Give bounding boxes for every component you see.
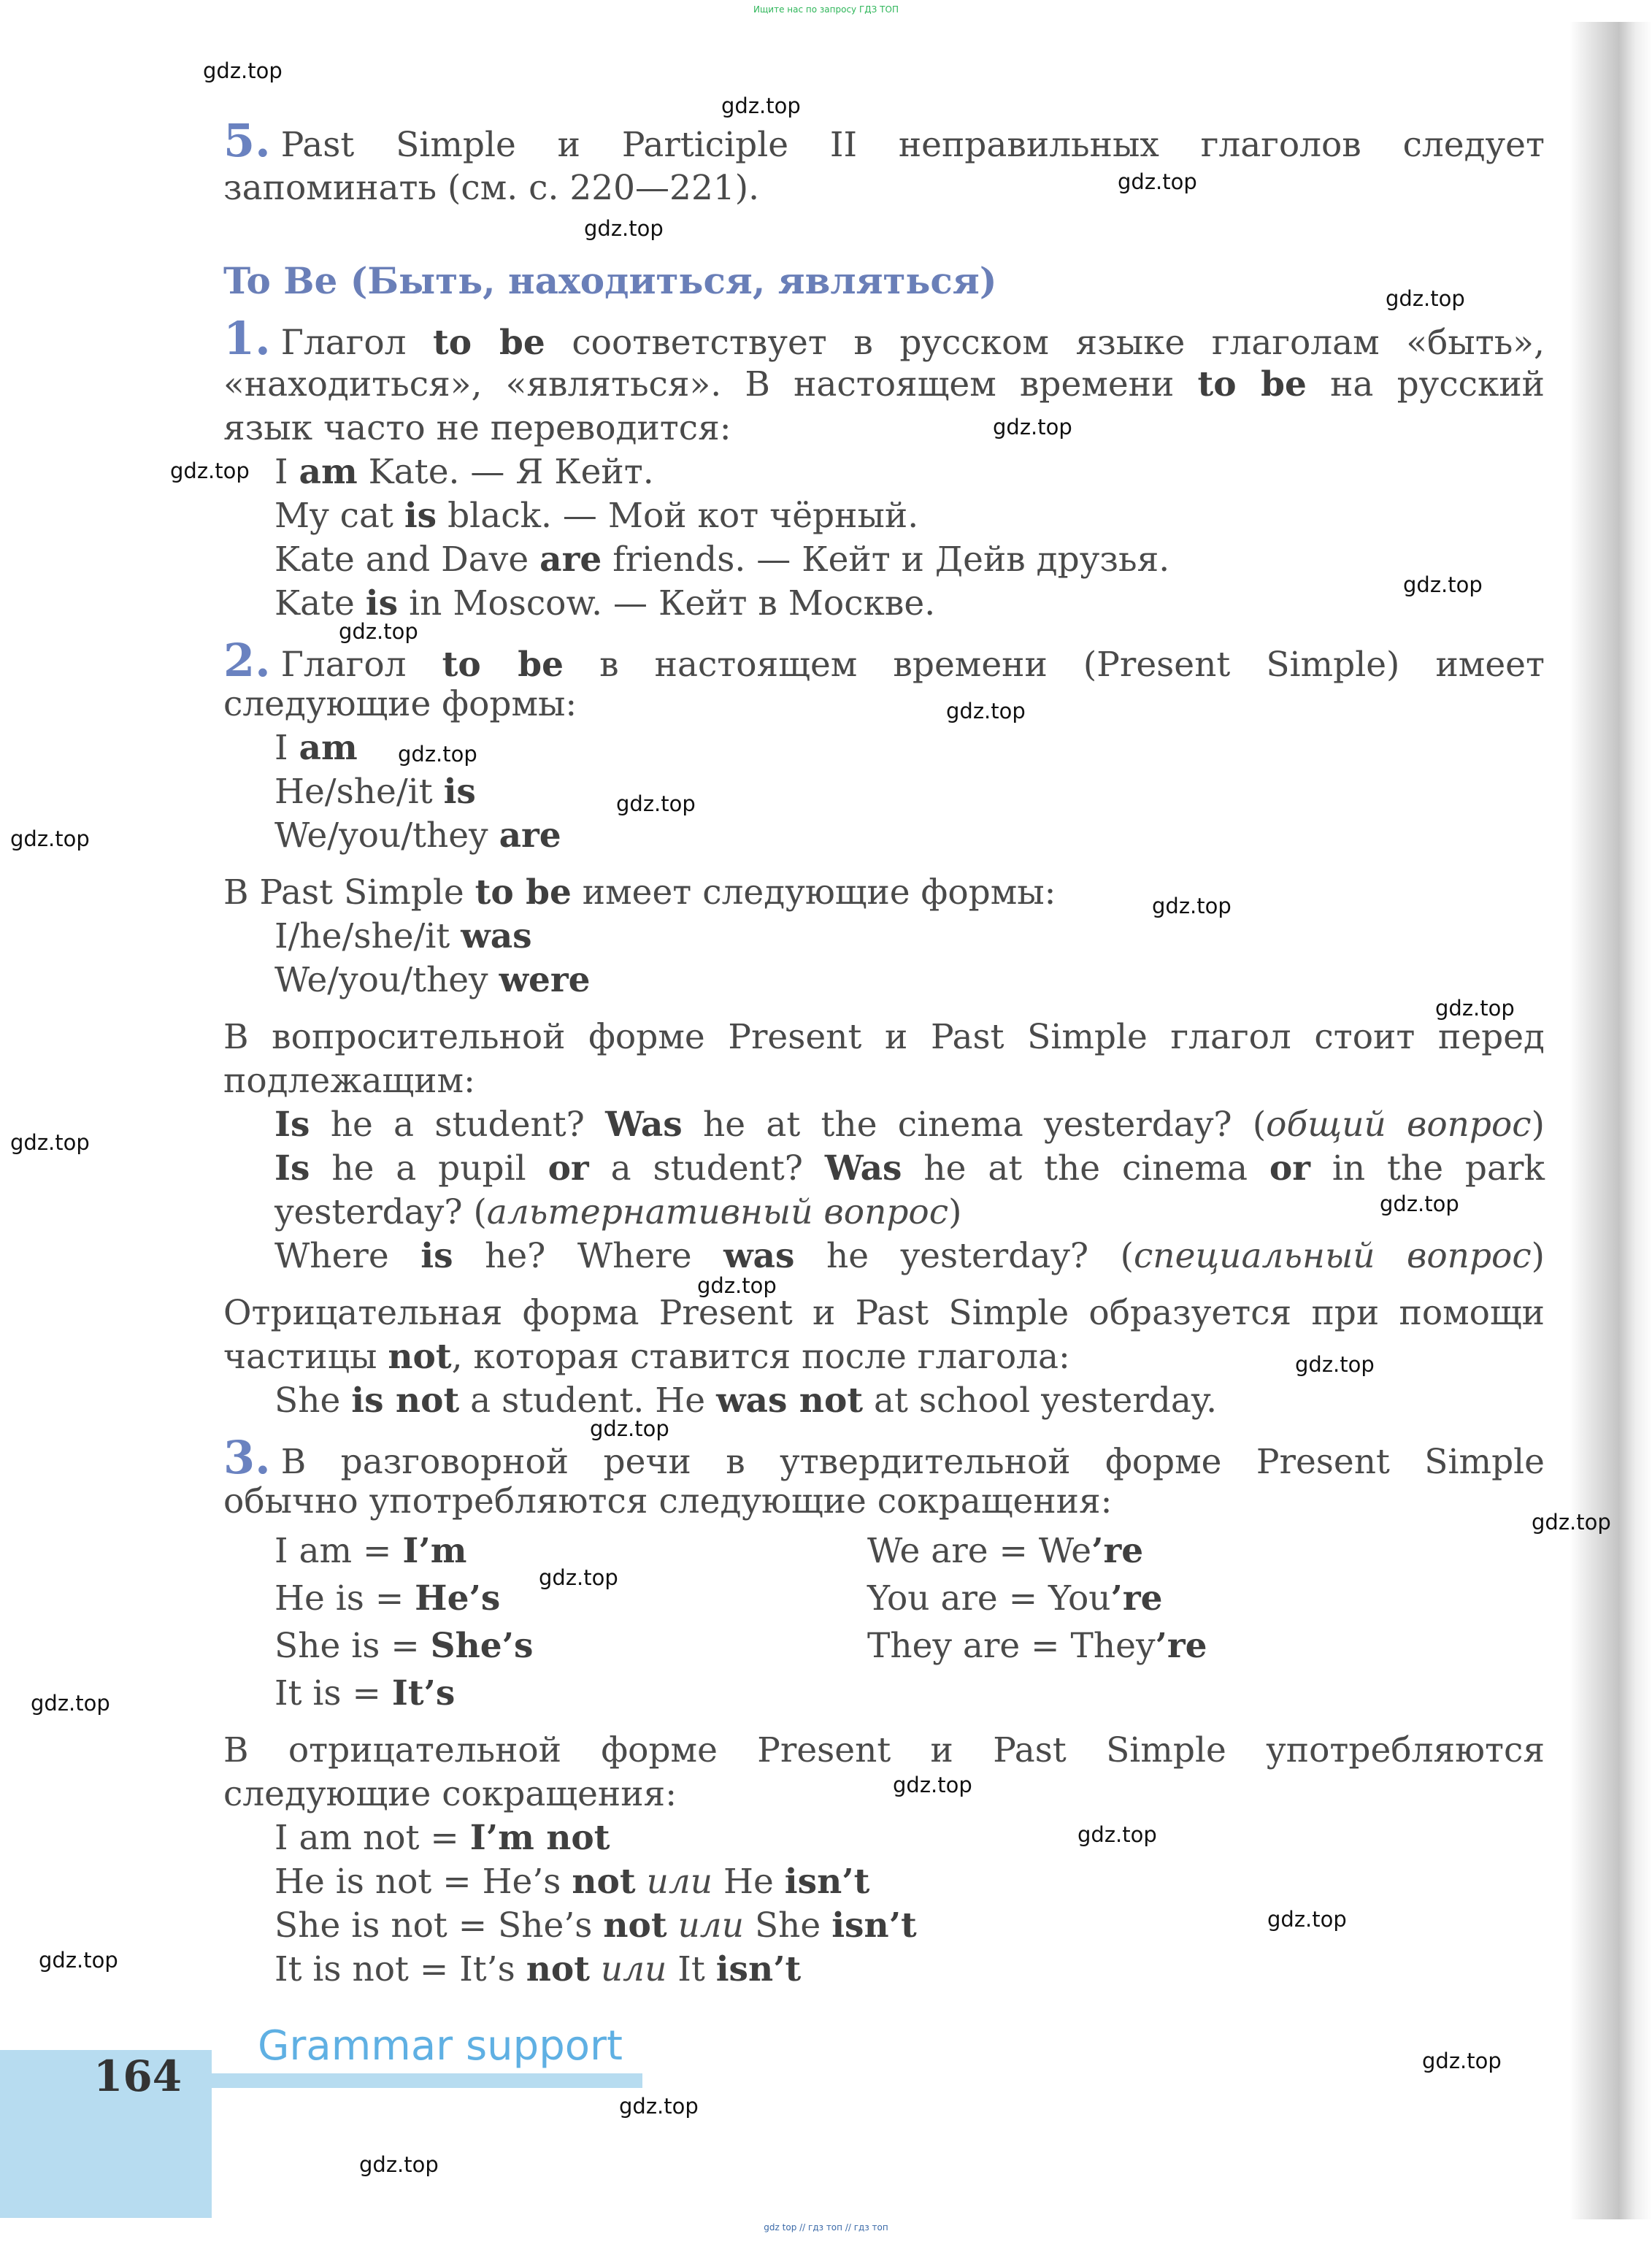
example-text: in Moscow. — Кейт в Москве. bbox=[409, 583, 936, 623]
example-text: I bbox=[274, 452, 288, 492]
item5-line2: запоминать (см. с. 220—221). bbox=[223, 168, 760, 208]
n-text: a student. He bbox=[470, 1381, 706, 1421]
form-bold: was bbox=[461, 916, 532, 956]
contraction-full: I am = bbox=[274, 1531, 392, 1571]
example-bold: am bbox=[299, 452, 358, 492]
contraction-left-2 bbox=[274, 1577, 500, 1621]
q-bold: or bbox=[548, 1148, 589, 1189]
q-italic: альтернативный вопрос bbox=[486, 1192, 949, 1232]
example-text: Kate bbox=[274, 583, 355, 623]
watermark: gdz.top bbox=[1435, 996, 1515, 1021]
p2-question-line2: подлежащим: bbox=[223, 1061, 475, 1101]
contraction-left-4 bbox=[274, 1672, 455, 1716]
neg-short: He’s bbox=[482, 1862, 561, 1902]
neg-full: She is not = bbox=[274, 1905, 488, 1946]
q-bold: Was bbox=[824, 1148, 902, 1189]
contraction-short: They bbox=[1070, 1626, 1156, 1666]
watermark: gdz.top bbox=[697, 1273, 777, 1298]
watermark: gdz.top bbox=[10, 1130, 90, 1155]
contraction-short: You bbox=[1048, 1578, 1111, 1619]
neg-short: I’m not bbox=[469, 1818, 610, 1858]
form-bold: is bbox=[443, 772, 476, 812]
watermark: gdz.top bbox=[1386, 286, 1465, 311]
p3-line1 bbox=[223, 1431, 1545, 1484]
form-bold: are bbox=[499, 815, 561, 856]
watermark: gdz.top bbox=[590, 1416, 669, 1441]
p2-negative-line2 bbox=[223, 1335, 1070, 1379]
watermark: gdz.top bbox=[1152, 894, 1232, 918]
p2-text: частицы bbox=[223, 1337, 377, 1377]
p2-question-line1: В вопросительной форме Present и Past Simple глагол стоит перед bbox=[223, 1017, 1545, 1057]
neg-short: It’s bbox=[459, 1949, 515, 1989]
q-bold: Is bbox=[274, 1105, 310, 1145]
p1-text: соответствует в русском языке глаголам «быть», bbox=[572, 323, 1545, 363]
n-bold: was not bbox=[716, 1381, 864, 1421]
p1-bold: to be bbox=[1197, 364, 1307, 404]
top-note: Ищите нас по запросу ГДЗ ТОП bbox=[753, 4, 899, 15]
neg-full: He is not = bbox=[274, 1862, 472, 1902]
p2-text: В Past Simple bbox=[223, 872, 464, 913]
form-text: I bbox=[274, 728, 288, 768]
neg-full: It is not = bbox=[274, 1949, 449, 1989]
watermark: gdz.top bbox=[993, 415, 1072, 439]
neg-or: или bbox=[600, 1949, 667, 1989]
q-italic: общий вопрос bbox=[1266, 1105, 1532, 1145]
p1-line2 bbox=[223, 363, 1545, 407]
negative-contraction-3 bbox=[274, 1904, 917, 1948]
q-text: he yesterday? ( bbox=[826, 1236, 1134, 1276]
item5-line1 bbox=[223, 114, 1545, 167]
neg-bold: isn’t bbox=[831, 1905, 917, 1946]
heading-ru: (Быть, находиться, являться) bbox=[350, 259, 997, 302]
p2-line1 bbox=[223, 634, 1545, 687]
watermark: gdz.top bbox=[1295, 1352, 1375, 1377]
p3-number: 3. bbox=[223, 1431, 271, 1484]
contraction-right-1 bbox=[867, 1529, 1143, 1573]
n-bold: is not bbox=[351, 1381, 460, 1421]
example-bold: is bbox=[365, 583, 399, 623]
p1-text: «находиться», «являться». В настоящем времени bbox=[223, 364, 1175, 404]
example-bold: are bbox=[539, 540, 602, 580]
p2-number: 2. bbox=[223, 634, 271, 687]
neg-or: или bbox=[646, 1862, 713, 1902]
contraction-suffix: ’re bbox=[1155, 1626, 1207, 1666]
p2-form-2 bbox=[274, 770, 476, 814]
p2-negative-example bbox=[274, 1379, 1217, 1423]
q-text: he? Where bbox=[485, 1236, 692, 1276]
q-text: he at the cinema bbox=[923, 1148, 1248, 1189]
contraction-left-1 bbox=[274, 1529, 466, 1573]
neg-full: I am not = bbox=[274, 1818, 459, 1858]
q-bold: was bbox=[723, 1236, 795, 1276]
watermark: gdz.top bbox=[946, 699, 1026, 723]
contraction-short: He’s bbox=[415, 1578, 501, 1619]
p3-text: В разговорной речи в утвердительной форме Present Simple bbox=[280, 1442, 1545, 1482]
form-text: We/you/they bbox=[274, 960, 488, 1000]
negative-contraction-1 bbox=[274, 1816, 610, 1860]
neg-bold: isn’t bbox=[715, 1949, 802, 1989]
form-bold: am bbox=[299, 728, 358, 768]
watermark: gdz.top bbox=[39, 1948, 118, 1973]
contraction-full: You are = bbox=[867, 1578, 1038, 1619]
contraction-right-2 bbox=[867, 1577, 1163, 1621]
q-bold: Is bbox=[274, 1148, 310, 1189]
p2-past-form-1 bbox=[274, 915, 532, 959]
p2-form-3 bbox=[274, 814, 561, 858]
p2-text: , которая ставится после глагола: bbox=[451, 1337, 1070, 1377]
q-bold: is bbox=[420, 1236, 453, 1276]
neg-short: She’s bbox=[498, 1905, 593, 1946]
example-text: black. — Мой кот чёрный. bbox=[447, 496, 919, 536]
watermark: gdz.top bbox=[584, 216, 664, 241]
p2-line2: следующие формы: bbox=[223, 684, 577, 724]
form-text: We/you/they bbox=[274, 815, 488, 856]
p1-example-2 bbox=[274, 494, 918, 538]
p2-past-intro bbox=[223, 871, 1056, 915]
heading-en: To Be bbox=[223, 259, 338, 302]
p2-past-form-2 bbox=[274, 959, 591, 1002]
q-text: ) bbox=[948, 1192, 962, 1232]
p1-bold: to be bbox=[433, 323, 545, 363]
neg-subject: He bbox=[723, 1862, 774, 1902]
contraction-full: He is = bbox=[274, 1578, 404, 1619]
q-text: he a student? bbox=[330, 1105, 585, 1145]
neg-or: или bbox=[677, 1905, 744, 1946]
q-text: ) bbox=[1531, 1236, 1545, 1276]
example-text: friends. — Кейт и Дейв друзья. bbox=[612, 540, 1170, 580]
p1-number: 1. bbox=[223, 312, 271, 365]
section-title: Grammar support bbox=[252, 2022, 629, 2070]
p2-text: имеет следующие формы: bbox=[582, 872, 1056, 913]
p2-bold: not bbox=[388, 1337, 452, 1377]
bottom-note: gdz top // гдз топ // гдз топ bbox=[764, 2222, 888, 2233]
q-text: Where bbox=[274, 1236, 389, 1276]
negative-contraction-4 bbox=[274, 1948, 801, 1992]
watermark: gdz.top bbox=[721, 93, 801, 118]
p3-line2: обычно употребляются следующие сокращения: bbox=[223, 1481, 1113, 1521]
neg-subject: It bbox=[677, 1949, 705, 1989]
contraction-short: We bbox=[1038, 1531, 1092, 1571]
p2-question-example-4 bbox=[274, 1235, 1545, 1278]
watermark: gdz.top bbox=[1267, 1907, 1347, 1932]
watermark: gdz.top bbox=[31, 1691, 110, 1716]
form-text: He/she/it bbox=[274, 772, 433, 812]
p2-text: в настоящем времени (Present Simple) имеет bbox=[599, 645, 1545, 685]
contraction-full: She is = bbox=[274, 1626, 420, 1666]
page-number: 164 bbox=[93, 2051, 183, 2101]
neg-bold: not bbox=[603, 1905, 667, 1946]
example-bold: is bbox=[404, 496, 437, 536]
contraction-short: I’m bbox=[402, 1531, 467, 1571]
watermark: gdz.top bbox=[203, 58, 283, 83]
p3-negative-line2: следующие сокращения: bbox=[223, 1774, 677, 1814]
example-text: Kate. — Я Кейт. bbox=[368, 452, 654, 492]
contraction-full: It is = bbox=[274, 1673, 381, 1713]
p2-question-example-3 bbox=[274, 1191, 961, 1235]
contraction-short: It’s bbox=[391, 1673, 456, 1713]
neg-subject: She bbox=[754, 1905, 821, 1946]
neg-bold: not bbox=[572, 1862, 636, 1902]
n-text: She bbox=[274, 1381, 341, 1421]
watermark: gdz.top bbox=[616, 791, 696, 816]
watermark: gdz.top bbox=[1077, 1822, 1157, 1847]
q-text: he a pupil bbox=[331, 1148, 526, 1189]
p1-text: Глагол bbox=[280, 323, 407, 363]
q-italic: специальный вопрос bbox=[1133, 1236, 1532, 1276]
watermark: gdz.top bbox=[1380, 1191, 1459, 1216]
contraction-full: We are = bbox=[867, 1531, 1028, 1571]
form-bold: were bbox=[499, 960, 591, 1000]
q-text: yesterday? ( bbox=[274, 1192, 487, 1232]
q-text: a student? bbox=[610, 1148, 803, 1189]
watermark: gdz.top bbox=[1403, 572, 1483, 597]
watermark: gdz.top bbox=[359, 2152, 439, 2177]
contraction-right-3 bbox=[867, 1624, 1207, 1668]
p2-form-1 bbox=[274, 726, 358, 770]
example-text: Kate and Dave bbox=[274, 540, 529, 580]
p1-line1 bbox=[223, 312, 1545, 365]
n-text: at school yesterday. bbox=[873, 1381, 1218, 1421]
q-text: ) bbox=[1531, 1105, 1545, 1145]
contraction-short: She’s bbox=[430, 1626, 534, 1666]
neg-bold: isn’t bbox=[784, 1862, 870, 1902]
item5-number: 5. bbox=[223, 114, 271, 167]
q-text: in the park bbox=[1332, 1148, 1545, 1189]
watermark: gdz.top bbox=[1118, 169, 1197, 194]
p2-bold: to be bbox=[442, 645, 564, 685]
q-bold: or bbox=[1269, 1148, 1310, 1189]
section-heading bbox=[223, 259, 996, 303]
p2-question-example-1 bbox=[274, 1103, 1545, 1147]
watermark: gdz.top bbox=[339, 619, 418, 644]
example-text: My cat bbox=[274, 496, 393, 536]
p1-text: на русский bbox=[1330, 364, 1545, 404]
watermark: gdz.top bbox=[1532, 1510, 1611, 1535]
watermark: gdz.top bbox=[398, 742, 477, 767]
contraction-full: They are = bbox=[867, 1626, 1060, 1666]
p3-negative-line1: В отрицательной форме Present и Past Simple употребляются bbox=[223, 1730, 1545, 1770]
p2-negative-line1: Отрицательная форма Present и Past Simple образуется при помощи bbox=[223, 1293, 1545, 1333]
contraction-suffix: ’re bbox=[1091, 1531, 1144, 1571]
form-text: I/he/she/it bbox=[274, 916, 450, 956]
p2-text: Глагол bbox=[280, 645, 407, 685]
p2-question-example-2 bbox=[274, 1147, 1545, 1191]
page-gutter-shadow bbox=[1570, 22, 1652, 2219]
watermark: gdz.top bbox=[170, 458, 250, 483]
neg-bold: not bbox=[526, 1949, 590, 1989]
watermark: gdz.top bbox=[1422, 2049, 1502, 2073]
contraction-suffix: ’re bbox=[1110, 1578, 1163, 1619]
contraction-left-3 bbox=[274, 1624, 534, 1668]
watermark: gdz.top bbox=[10, 826, 90, 851]
p2-bold: to be bbox=[475, 872, 572, 913]
p1-example-3 bbox=[274, 538, 1169, 582]
watermark: gdz.top bbox=[619, 2094, 699, 2119]
watermark: gdz.top bbox=[893, 1773, 972, 1797]
p1-example-1 bbox=[274, 450, 654, 494]
p1-line3: язык часто не переводится: bbox=[223, 408, 731, 448]
q-bold: Was bbox=[605, 1105, 683, 1145]
q-text: he at the cinema yesterday? ( bbox=[703, 1105, 1267, 1145]
negative-contraction-2 bbox=[274, 1860, 869, 1904]
item5-text: Past Simple и Participle II неправильных глаголов следует bbox=[280, 125, 1545, 165]
watermark: gdz.top bbox=[539, 1565, 618, 1590]
